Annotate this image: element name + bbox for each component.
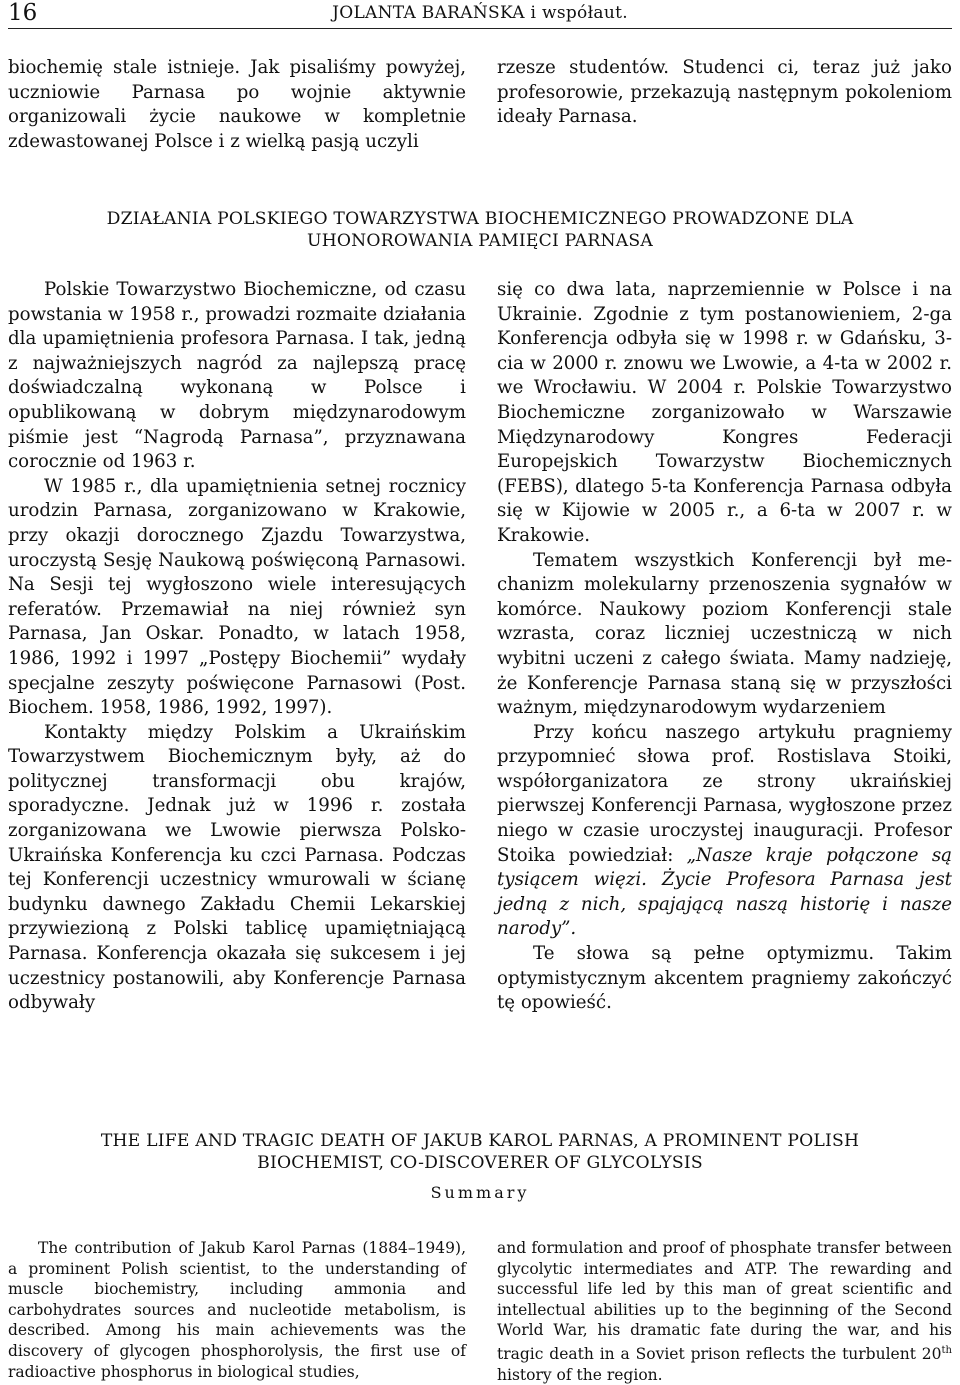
summary-title-line2: BIOCHEMIST, CO-DISCOVERER OF GLYCOLYSIS [257, 1153, 703, 1173]
main-left-column [8, 278, 466, 1016]
right-paragraph-4: Te słowa są pełne optymizmu. Takim optymistycznym akcentem pragniemy zakończyć tę opowieść. [497, 943, 952, 1014]
stoika-quote: „Nasze kraje połączone są tysiącem więzi. Życie Profesora Parnasa jest jedną z nich, spajającą naszą historię i nasze narody”. [497, 844, 952, 940]
page-header [8, 0, 952, 29]
summary-right-text-a: and formulation and proof of phosphate transfer between glycolytic intermediates and ATP. The rewarding and successful life led by this man of great scientific and intellectual abilities up to the beginning of the Second World War, his dramatic fate during the war, and his tragic death in a Soviet prison reflects the turbulent 20 [497, 1239, 952, 1364]
running-head: JOLANTA BARAŃSKA i współaut. [332, 3, 628, 23]
right-paragraph-2: Tematem wszystkich Konferencji był mechanizm molekularny przenoszenia sygnałów w komórce. Naukowy poziom Konferencji stale wzrasta, coraz liczniej uczestniczą w nich wybitni uczeni z całego świata. Mamy nadzieję, że Konferencje Parnasa staną się w przyszłości ważnym, międzynarodowym wydarzeniem [497, 549, 952, 719]
summary-left-paragraph: The contribution of Jakub Karol Parnas (1884–1949), a prominent Polish scientist, to the understanding of muscle biochemistry, including ammonia and carbohydrates sources and nucleotide metabolism, is described. Among his main achievements was the discovery of glycogen phosphorolysis, the first use of radioactive phosphorus in biological studies, [8, 1239, 466, 1381]
intro-right-column [497, 56, 952, 130]
summary-title-line1: THE LIFE AND TRAGIC DEATH OF JAKUB KAROL PARNAS, A PROMINENT POLISH [100, 1131, 860, 1151]
right-paragraph-1: się co dwa lata, naprzemiennie w Polsce i na Ukrainie. Zgodnie z tym postanowieniem, 2-ga Konferencja odbyła się w 1998 r. w Gdańsku, 3-cia w 2000 r. znowu we Lwowie, a 4-ta w 2002 r. we Wrocławiu. W 2004 r. Polskie Towarzystwo Biochemiczne zorganizowało w Warszawie Międzynarodowy Kongres Federacji Europejskich Towarzystw Biochemicznych (FEBS), dlatego 5-ta Konferencja Parnasa odbyła się w Kijowie w 2005 r., a 6-ta w 2007 r. w Krakowie. [497, 279, 952, 546]
section-heading [0, 208, 960, 252]
summary-left-column [8, 1238, 466, 1382]
section-heading-line1: DZIAŁANIA POLSKIEGO TOWARZYSTWA BIOCHEMICZNEGO PROWADZONE DLA [106, 209, 854, 229]
left-paragraph-3: Kontakty między Polskim a Ukraińskim Towarzystwem Biochemicznym były, aż do politycznej transformacji obu krajów, sporadyczne. Jednak już w 1996 r. została zorganizowana we Lwowie pierwsza Polsko-Ukraińska Konferencja ku czci Parnasa. Podczas tej Konferencji uczestnicy wmurowali w ścianę budynku dawnego Zakładu Chemii Lekarskiej przywiezioną z Polski tablicę upamiętniającą Parnasa. Konferencja okazała się sukcesem i jej uczestnicy postanowili, aby Konferencje Parnasa odbywały [8, 721, 466, 1014]
summary-title [0, 1130, 960, 1174]
section-heading-line2: UHONOROWANIA PAMIĘCI PARNASA [307, 231, 653, 251]
intro-left-paragraph: biochemię stale istnieje. Jak pisaliśmy powyżej, uczniowie Parnasa po wojnie aktywnie organizowali życie naukowe w kompletnie zdewastowanej Polsce i z wielką pasją uczyli [8, 57, 466, 152]
intro-left-column [8, 56, 466, 154]
main-right-column [497, 278, 952, 1016]
left-paragraph-1: Polskie Towarzystwo Biochemiczne, od czasu powstania w 1958 r., prowadzi rozmaite działania dla upamiętnienia profesora Parnasa. I tak, jedną z najważniejszych nagród za najlepszą pracę doświadczalną wykonaną w Polsce i opublikowaną w dobrym międzynarodowym piśmie jest “Nagrodą Parnasa”, przyznawana corocznie od 1963 r. [8, 279, 466, 473]
summary-label: Summary [430, 1183, 530, 1202]
right-paragraph-3 [497, 721, 952, 942]
superscript-th: th [941, 1344, 952, 1356]
intro-right-paragraph: rzesze studentów. Studenci ci, teraz już jako profesorowie, przekazują następnym pokoleniom ideały Parnasa. [497, 57, 952, 128]
summary-right-paragraph [497, 1238, 952, 1385]
left-paragraph-2: W 1985 r., dla upamiętnienia setnej rocznicy urodzin Parnasa, zorganizowano w Krakowie, przy okazji dorocznego Zjazdu Towarzystwa, uroczystą Sesję Naukową poświęconą Parnasowi. Na Sesji tej wygłoszono wiele interesujących referatów. Przemawiał na niej również syn Parnasa, Jan Oskar. Ponadto, w latach 1958, 1986, 1992 i 1997 „Postępy Biochemii” wydały specjalne zeszyty poświęcone Parnasowi (Post. Biochem. 1958, 1986, 1992, 1997). [8, 475, 466, 719]
summary-right-text-b: history of the region. [497, 1365, 663, 1384]
summary-right-column [497, 1238, 952, 1385]
right-paragraph-3-text: Przy końcu naszego artykułu pragniemy przypomnieć słowa prof. Rostislava Stoiki, współorganizatora ze strony ukraińskiej pierwszej Konferencji Parnasa, wygłoszone przez niego w czasie uroczystej inauguracji. Profesor Stoika powiedział: [497, 721, 952, 866]
page-number: 16 [8, 0, 38, 26]
